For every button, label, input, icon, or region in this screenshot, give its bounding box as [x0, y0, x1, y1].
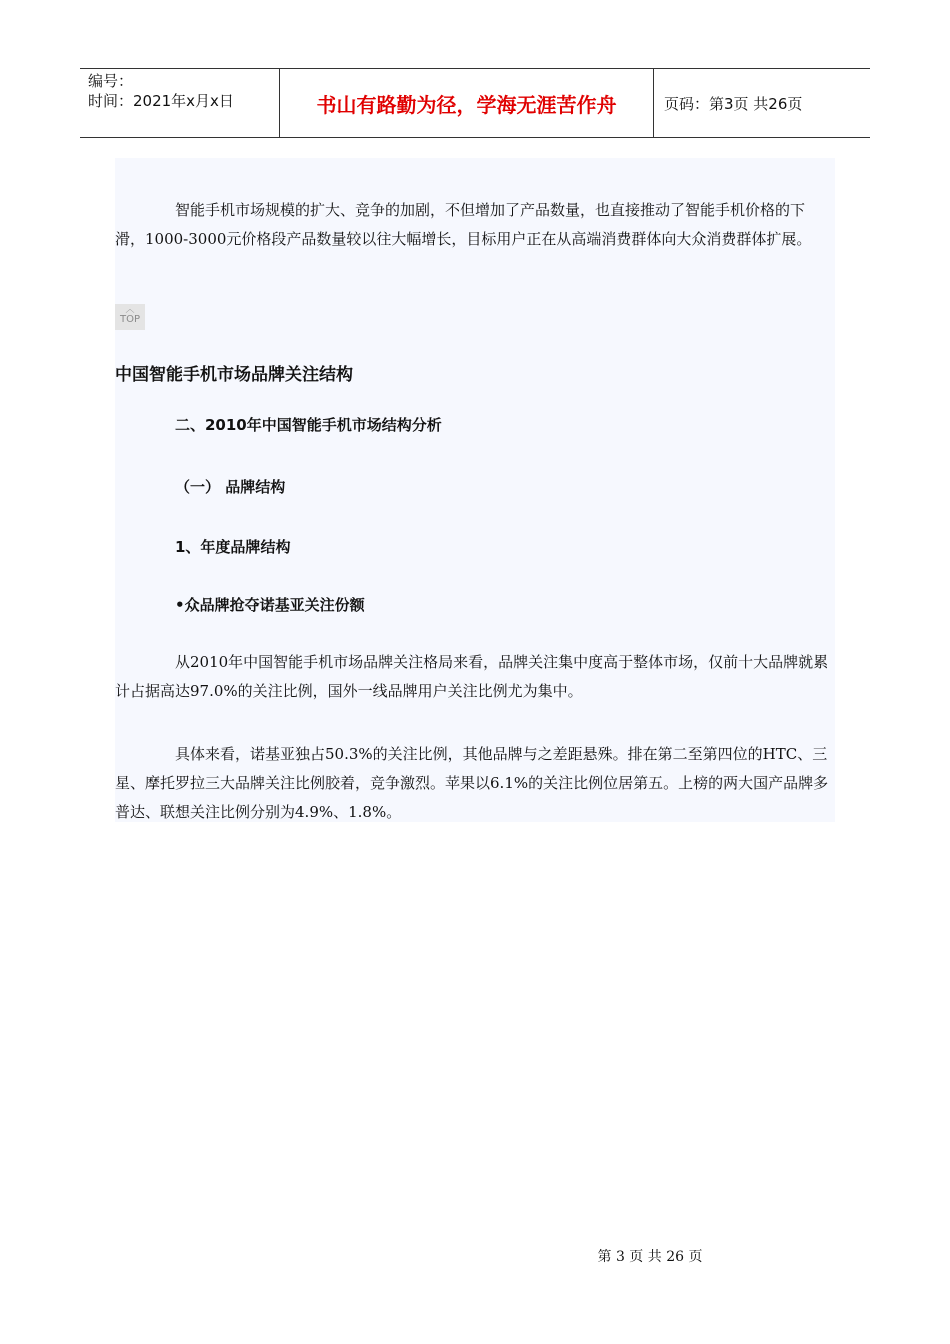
header-motto: 书山有路勤为径，学海无涯苦作舟 — [280, 69, 654, 137]
heading-analysis: 二、2010年中国智能手机市场结构分析 — [175, 416, 442, 434]
paragraph-brand-details: 具体来看，诺基亚独占50.3%的关注比例，其他品牌与之差距悬殊。排在第二至第四位的HTC、三星、摩托罗拉三大品牌关注比例胶着，竞争激烈。苹果以6.1%的关注比例位居第五。上榜的两大国产品牌多普达、联想关注比例分别为4.9%、1.8%。 — [115, 745, 829, 821]
page-footer: 第 3 页 共 26 页 — [597, 1249, 703, 1265]
paragraph-brand-pattern: 从2010年中国智能手机市场品牌关注格局来看，品牌关注集中度高于整体市场，仅前十大品牌就累计占据高达97.0%的关注比例，国外一线品牌用户关注比例尤为集中。 — [115, 653, 829, 700]
heading-annual-brand: 1、年度品牌结构 — [175, 538, 291, 556]
document-number: 编号： — [88, 72, 134, 90]
article-body — [115, 158, 835, 822]
section-title: 中国智能手机市场品牌关注结构 — [115, 365, 353, 385]
header-meta — [80, 69, 280, 137]
document-date: 时间：2021年x月x日 — [88, 92, 234, 110]
paragraph-intro: 智能手机市场规模的扩大、竞争的加剧，不但增加了产品数量，也直接推动了智能手机价格的下滑，1000-3000元价格段产品数量较以往大幅增长，目标用户正在从高端消费群体向大众消费群体扩展。 — [115, 201, 812, 248]
page-header — [80, 68, 870, 138]
chevron-up-icon: ︿ — [125, 305, 135, 315]
heading-brand-structure: （一） 品牌结构 — [175, 478, 286, 496]
bullet-heading: •众品牌抢夺诺基亚关注份额 — [175, 596, 365, 614]
back-to-top-button[interactable] — [115, 304, 145, 330]
top-label: TOP — [119, 314, 140, 325]
header-page-info: 页码：第3页 共26页 — [664, 94, 803, 113]
